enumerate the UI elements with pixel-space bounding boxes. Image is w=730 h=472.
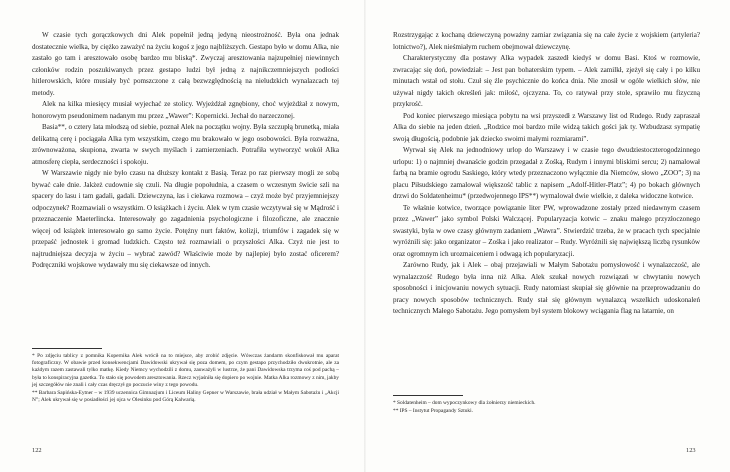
footnote: ** Barbara Sapińska-Eytner – w 1939 uczennica Gimnazjum i Liceum Haliny Gepner w Warszawie, brała udział w Małym Sabotażu i „Akcji N”; Alek ukrywał się w posiadłości jej ojca w Olesinku pod Górą Kalwarią.: [32, 390, 339, 404]
right-page-footnotes: [393, 395, 700, 416]
paragraph: Basia**, o cztery lata młodszą od siebie, poznał Alek na początku wojny. Była szczupłą brunetką, miała delikatną cerę i pociągała Alka tym wszystkim, czego mu brakowało w jego osobowości. Była rozważna, zrównoważona, skupiona, zwarta w swych myślach i zamierzeniach. Potrafiła wytworzyć wokół Alka atmosferę ciepła, serdeczności i spokoju.: [32, 123, 339, 166]
paragraph: Te właśnie kotwice, tworzące powiązanie liter PW, wprowadzone zostały przed niedawnym czasem przez „Wawer” jako symbol Polski Walczącej. Popularyzacja kotwic – znaku małego przyzłoczonego swastyki, była w owe czasy głównym zadaniem „Wawra”. Stwierdzić trzeba, że w pracach tych specjalnie wyróżnili się: jako organizator – Zośka i jako realizator – Rudy. Wyróżnili się największą liczbą rysunków oraz ogromnym ich urozmaiceniem i odwagą ich popularyzacji.: [393, 203, 700, 258]
paragraph: Charakterystyczny dla postawy Alka wypadek zaszedł kiedyś w domu Basi. Ktoś w rozmowie, zwracając się doń, powiedział: – Jest pan bohaterskim typem. – Alek zamilkł, zjeżył się cały i po kilku minutach wstał od stołu. Czuł się źle psychicznie do końca dnia. Nie znosił w ogóle wielkich słów, nie używał nigdy takich określeń jak: miłość, ojczyzna. To, co ratywał przy stole, sprawiło mu fizyczną przykrość.: [393, 54, 700, 108]
left-page-footnotes: [32, 353, 339, 404]
footnote: ** IPS – Instytut Propagandy Sztuki.: [393, 408, 473, 415]
right-page-body: [393, 30, 700, 387]
left-page-body: [32, 30, 339, 344]
book-gutter: [364, 0, 366, 472]
page-number-right: 123: [686, 447, 696, 454]
footnote-rule: [32, 348, 102, 349]
right-page: [393, 30, 700, 387]
left-page: [32, 30, 339, 405]
footnote: * Soldatenheim – dom wypoczynkowy dla żołnierzy niemieckich.: [393, 400, 536, 406]
paragraph: Alek na kilka miesięcy musiał wyjechać ze stolicy. Wyjeżdżał zgnębiony, choć wyjeżdżał z nowym, honorowym pseudonimem nadanym mu przez „Wawer”: Kopernicki. Jechał do narzeczonej.: [32, 100, 339, 120]
paragraph: Wyrwał się Alek na jednodniowy urlop do Warszawy i w czasie tego dwudziestoczterogodzinnego urlopu: 1) o najmniej dwanaście godzin przegadał z Zośką, Rudym i innymi bliskimi sercu; 2) namalował farbą na bramie ogrodu Saskiego, który wtedy przeznaczono wyłącznie dla Niemców, słowo „ZOO”; 3) na placu Piłsudskiego zamalował większość tablic z napisem „Adolf-Hitler-Platz”; 4) po bokach głównych drzwi do Soldatenheimu* (przedwojennego IPS**) wymalował dwie wielkie, z daleka widoczne kotwice.: [393, 146, 700, 200]
paragraph: Pod koniec pierwszego miesiąca pobytu na wsi przyszedł z Warszawy list od Rudego. Rudy zapraszał Alka do siebie na jeden dzień. „Rodzice moi bardzo mile widzą takich gości jak ty. Wzbudzasz sympatię swoją długością, podobnie jak dziecko swoimi małymi rozmiarami”.: [393, 111, 700, 143]
paragraph: W Warszawie nigdy nie było czasu na dłuższy kontakt z Basią. Teraz po raz pierwszy mogli ze sobą bywać całe dnie. Jakżeż cudownie się czuli. Na długie popołudnia, a czasem o wczesnym świcie szli na spacery do lasu i tam gadali, gadali. Dziewczyna, łas i ciekawa rozmowa – czyż może być przyjemniejszy odpoczynek? Rozmawiali o wszystkim. O książkach i życiu. Alek w tym czasie wczytywał się w Mądrość i przeznaczenie Maeterlincka. Interesowały go zagadnienia psychologiczne i filozoficzne, ale znacznie więcej od książek interesowało go samo życie. Potężny nurt faktów, kolizji, triumfów i zagadek się w przepaść jednostek i gromad ludzkich. Często też rozmawiali o przyszłości Alka. Czyż nie jest to najtrudniejsza decyzja w życiu – wybrać zawód? Właściwie może by najlepiej było zostać oficerem? Podręczniki wojskowe wydawały mu się ciekawsze od innych.: [32, 169, 339, 269]
paragraph: W czasie tych gorączkowych dni Alek popełnił jedną jedyną nieostrożność. Była ona jednak dostatecznie wielka, by ciężko zaważyć na życiu kogoś z jego najbliższych. Gestapo było w domu Alka, nie zastało go tam i aresztowało osobę bardzo mu bliską*. Zwyczaj aresztowania najzupełniej niewinnych członków rodzin poszukiwanych przez gestapo ludzi był jedną z najnikczemniejszych podłości hitlerowskich, które musiały być pomszczone z całą bezwzględnością na nieludzkich wynalazcach tej metody.: [32, 31, 339, 97]
page-number-left: 122: [32, 447, 42, 454]
footnote: * Po zdjęciu tablicy z pomnika Kopernika Alek wrócił na to miejsce, aby zrobić zdjęcie. Wówczas żandarm skonfiskował mu aparat fotograficzny. W obawie przed konsekwencjami Dawidowski ukrywał się poza domem, po czym gestapo przychodziło dwukrotnie, ale za każdym razem zastawali tylko matkę. Kiedy Niemcy wychodzili z domu, zauważyli w lustrze, że pani Dawidowska trzyma coś pod pachą – była to konspiracyjna gazetka. To stało się powodem aresztowania. Rzecz wyjaśniła się dopiero po wojnie. Matka Alka rozmowy z nim, jakby jej szczegółów nie znali i cały czas dręczył go poczucie winy z tego powodu.: [32, 353, 340, 388]
paragraph: Rozstrzygając z kochaną dziewczyną poważny zamiar związania się na całe życie z wojskiem (artyleria? lotnictwo?), Alek nieśmiałym ruchem obejmował dziewczynę.: [393, 31, 700, 51]
footnote-rule: [393, 395, 463, 396]
paragraph: Zarówno Rudy, jak i Alek – obaj przejawiali w Małym Sabotażu pomysłowość i wynalazczość, ale wynalazczość Rudego była inna niż Alka. Alek szukał nowych rozwiązań w chwytaniu nowych sposobności i inicjowaniu nowych sytuacji. Rudy natomiast skupiał się głównie na przeprowadzaniu do pracy nowych sposobów technicznych. Rudy stał się głównym wynalazcą wszelkich udoskonaleń technicznych Małego Sabotażu. Jego pomysłem był system blokowy wciągania flag na latarnie, on: [393, 261, 700, 315]
